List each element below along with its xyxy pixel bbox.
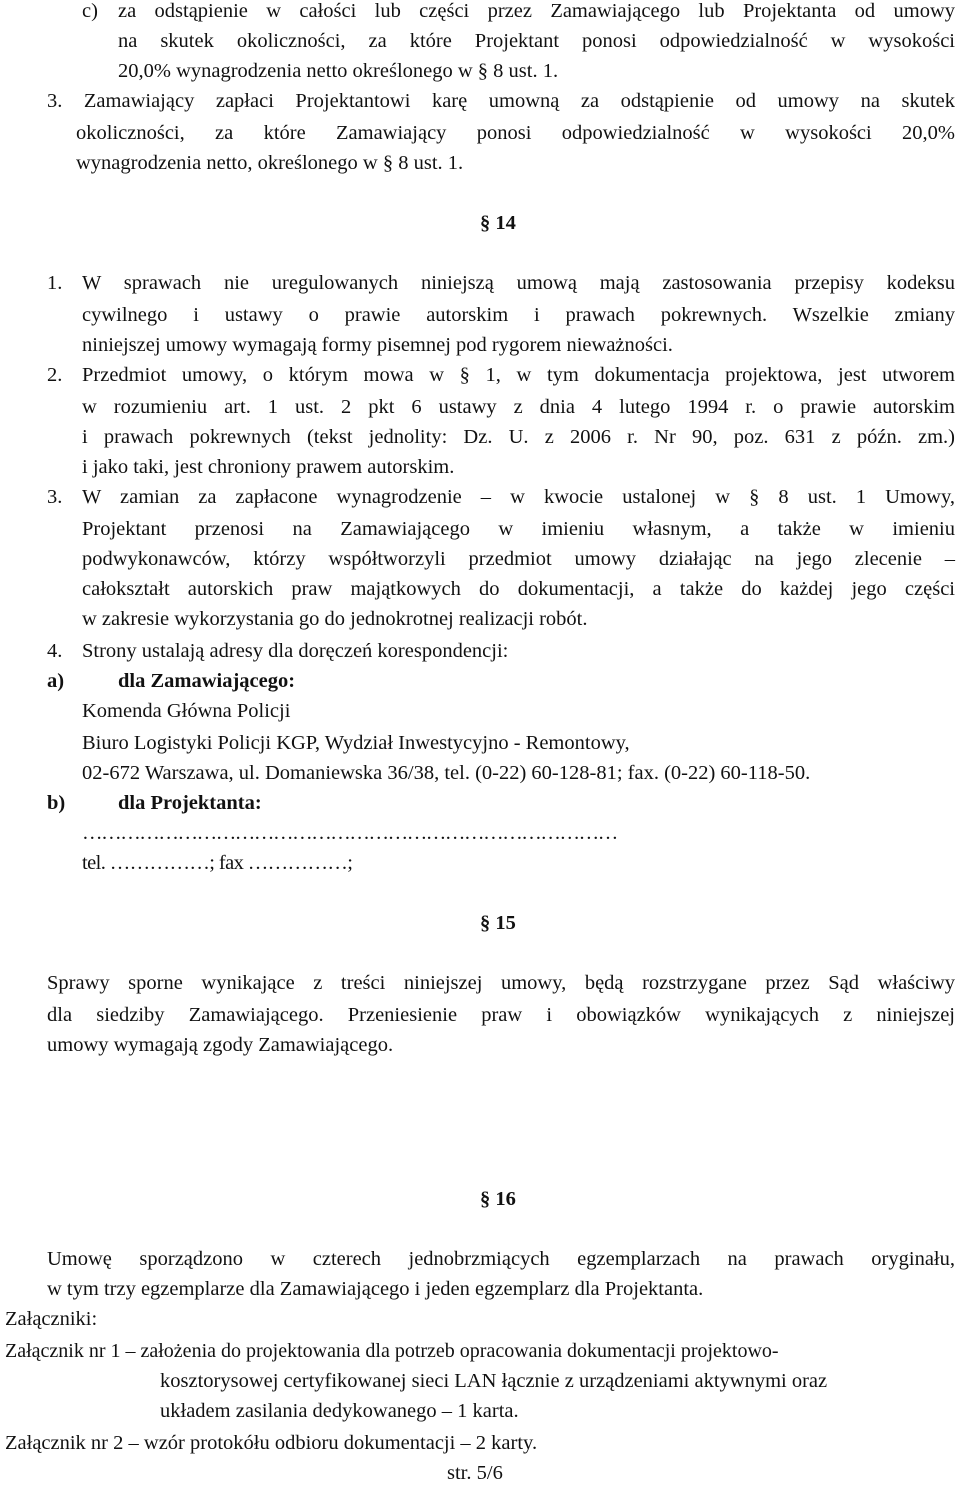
s14-p2-line-3: i prawach pokrewnych (tekst jednolity: Dz. U. z 2006 r. Nr 90, poz. 631 z późn. zm.) bbox=[82, 426, 955, 448]
attachment-2: Załącznik nr 2 – wzór protokółu odbioru dokumentacji – 2 karty. bbox=[5, 1432, 538, 1454]
item-c-line-2: na skutek okoliczności, za które Projektant ponosi odpowiedzialność w wysokości bbox=[118, 30, 955, 52]
s14-p4-marker: 4. bbox=[47, 640, 63, 662]
penalty-item-3-line-2: okoliczności, za które Zamawiający ponosi odpowiedzialność w wysokości 20,0% bbox=[76, 122, 955, 144]
s16-line-1: Umowę sporządzono w czterech jednobrzmiących egzemplarzach na prawach oryginału, bbox=[47, 1248, 955, 1270]
party-a-marker: a) bbox=[47, 670, 65, 692]
s14-p2-line-2: w rozumieniu art. 1 ust. 2 pkt 6 ustawy z dnia 4 lutego 1994 r. o prawie autorskim bbox=[82, 396, 955, 418]
s14-p3-line-5: w zakresie wykorzystania go do jednokrotnej realizacji robót. bbox=[82, 608, 588, 630]
s14-p1-marker: 1. bbox=[47, 272, 63, 294]
s14-p1-line-2: cywilnego i ustawy o prawie autorskim i prawach pokrewnych. Wszelkie zmiany bbox=[82, 304, 955, 326]
item-c-line-3: 20,0% wynagrodzenia netto określonego w § 8 ust. 1. bbox=[118, 60, 559, 82]
s14-p3-marker: 3. bbox=[47, 486, 63, 508]
s14-p3-line-2: Projektant przenosi na Zamawiającego w imieniu własnym, a także w imieniu bbox=[82, 518, 955, 540]
s14-p3-line-1: W zamian za zapłacone wynagrodzenie – w kwocie ustalonej w § 8 ust. 1 Umowy, bbox=[82, 486, 955, 508]
s14-p2-line-4: i jako taki, jest chroniony prawem autorskim. bbox=[82, 456, 455, 478]
party-b-dots: ………………………………………………………………………… bbox=[82, 822, 617, 844]
party-a-line-3: 02-672 Warszawa, ul. Domaniewska 36/38, tel. (0-22) 60-128-81; fax. (0-22) 60-118-50. bbox=[82, 762, 811, 784]
attachment-1-line-2: kosztorysowej certyfikowanej sieci LAN łącznie z urządzeniami aktywnymi oraz bbox=[160, 1370, 828, 1392]
s14-p1-line-1: W sprawach nie uregulowanych niniejszą umową mają zastosowania przepisy kodeksu bbox=[82, 272, 955, 294]
party-a-line-1: Komenda Główna Policji bbox=[82, 700, 291, 722]
s14-p3-line-4: całokształt autorskich praw majątkowych do dokumentacji, a także do każdej jego części bbox=[82, 578, 955, 600]
page-number: str. 5/6 bbox=[447, 1462, 503, 1484]
s15-line-3: umowy wymagają zgody Zamawiającego. bbox=[47, 1034, 394, 1056]
s14-p2-line-1: Przedmiot umowy, o którym mowa w § 1, w tym dokumentacja projektowa, jest utworem bbox=[82, 364, 955, 386]
party-a-label: dla Zamawiającego: bbox=[118, 670, 296, 692]
penalty-item-3-line-1: 3. Zamawiający zapłaci Projektantowi karę umowną za odstąpienie od umowy na skutek bbox=[47, 90, 955, 112]
section-14-heading: § 14 bbox=[480, 212, 516, 234]
party-b-marker: b) bbox=[47, 792, 66, 814]
section-16-heading: § 16 bbox=[480, 1188, 516, 1210]
section-15-heading: § 15 bbox=[480, 912, 516, 934]
attachments-heading: Załączniki: bbox=[5, 1308, 98, 1330]
penalty-item-3-line-3: wynagrodzenia netto, określonego w § 8 ust. 1. bbox=[76, 152, 464, 174]
party-a-line-2: Biuro Logistyki Policji KGP, Wydział Inwestycyjno - Remontowy, bbox=[82, 732, 630, 754]
s14-p4-text: Strony ustalają adresy dla doręczeń korespondencji: bbox=[82, 640, 509, 662]
party-b-contact: tel. ……………; fax ……………; bbox=[82, 852, 353, 874]
s16-line-2: w tym trzy egzemplarze dla Zamawiającego i jeden egzemplarz dla Projektanta. bbox=[47, 1278, 704, 1300]
item-c-line-1: za odstąpienie w całości lub części przez Zamawiającego lub Projektanta od umowy bbox=[118, 0, 955, 22]
party-b-label: dla Projektanta: bbox=[118, 792, 262, 814]
s14-p3-line-3: podwykonawców, którzy współtworzyli przedmiot umowy działając na jego zlecenie – bbox=[82, 548, 955, 570]
s14-p1-line-3: niniejszej umowy wymagają formy pisemnej pod rygorem nieważności. bbox=[82, 334, 673, 356]
item-c-marker: c) bbox=[82, 0, 98, 22]
attachment-1-line-1: Załącznik nr 1 – założenia do projektowania dla potrzeb opracowania dokumentacji projektowo- bbox=[5, 1340, 779, 1362]
attachment-1-line-3: układem zasilania dedykowanego – 1 karta. bbox=[160, 1400, 519, 1422]
s14-p2-marker: 2. bbox=[47, 364, 63, 386]
s15-line-2: dla siedziby Zamawiającego. Przeniesienie praw i obowiązków wynikających z niniejszej bbox=[47, 1004, 955, 1026]
s15-line-1: Sprawy sporne wynikające z treści niniejszej umowy, będą rozstrzygane przez Sąd właściwy bbox=[47, 972, 955, 994]
